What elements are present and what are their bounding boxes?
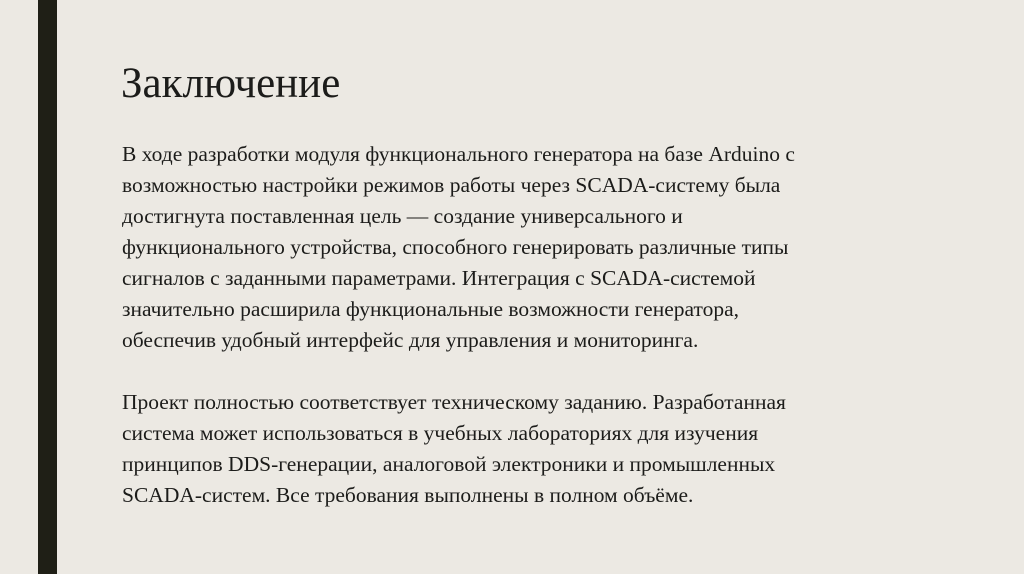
- text-line: система может использоваться в учебных лабораториях для изучения: [122, 421, 759, 445]
- text-line: принципов DDS-генерации, аналоговой электроники и промышленных: [122, 452, 776, 476]
- conclusion-paragraph-2: [122, 387, 786, 511]
- text-line: функционального устройства, способного генерировать различные типы: [122, 235, 789, 259]
- accent-bar: [38, 0, 57, 574]
- text-line: возможностью настройки режимов работы через SCADA-систему была: [122, 173, 781, 197]
- text-line: Проект полностью соответствует техническому заданию. Разработанная: [122, 390, 786, 414]
- text-line: В ходе разработки модуля функционального генератора на базе Arduino с: [122, 142, 795, 166]
- text-line: значительно расширила функциональные возможности генератора,: [122, 297, 740, 321]
- slide-title: Заключение: [121, 60, 341, 107]
- conclusion-paragraph-1: [122, 139, 795, 356]
- text-line: достигнута поставленная цель — создание универсального и: [122, 204, 683, 228]
- text-line: SCADA-систем. Все требования выполнены в полном объёме.: [122, 483, 694, 507]
- text-line: сигналов с заданными параметрами. Интеграция с SCADA-системой: [122, 266, 756, 290]
- text-line: обеспечив удобный интерфейс для управления и мониторинга.: [122, 328, 699, 352]
